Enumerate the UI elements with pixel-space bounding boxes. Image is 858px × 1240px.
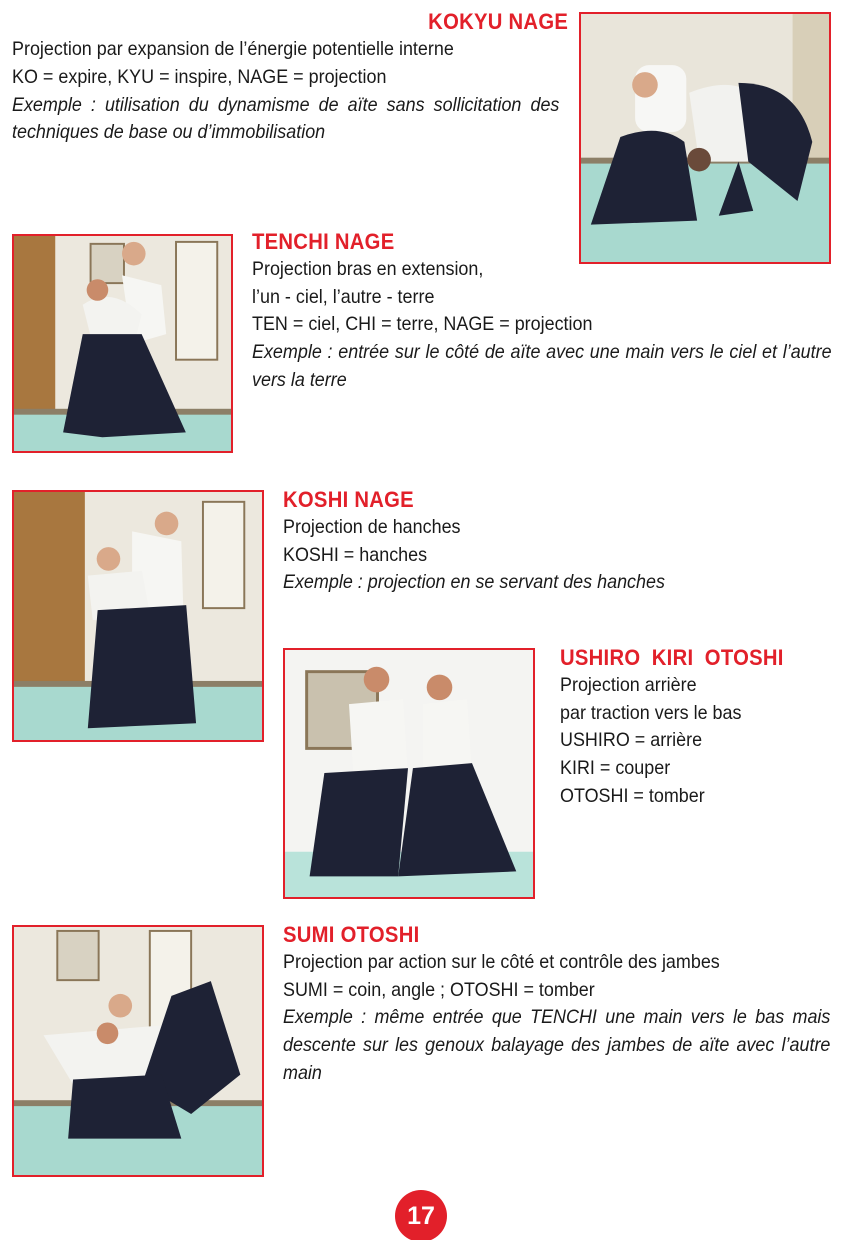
kokyu-nage-text bbox=[12, 36, 559, 147]
photo-tenchi-nage bbox=[12, 234, 233, 453]
kokyu-nage-title: KOKYU NAGE bbox=[428, 9, 568, 34]
kokyu-nage-title-wrap bbox=[428, 8, 568, 36]
photo-kokyu-nage bbox=[579, 12, 831, 264]
photo-ushiro-kiri-otoshi bbox=[283, 648, 535, 899]
ushiro-kiri-otoshi-text bbox=[560, 644, 827, 811]
kokyu-nage-line-1: Projection par expansion de l’énergie potentielle interne bbox=[12, 38, 454, 60]
sumi-otoshi-line-2: SUMI = coin, angle ; OTOSHI = tomber bbox=[283, 978, 595, 1001]
tenchi-nage-line-1: Projection bras en extension, bbox=[252, 257, 484, 280]
tenchi-nage-text bbox=[252, 228, 832, 395]
kokyu-nage-example: Exemple : utilisation du dynamisme de aïte sans sollicitation des techniques de base ou d’immobilisation bbox=[12, 93, 560, 144]
kokyu-nage-line-2: KO = expire, KYU = inspire, NAGE = projection bbox=[12, 65, 387, 88]
koshi-nage-title: KOSHI NAGE bbox=[283, 487, 414, 512]
photo-sumi-otoshi bbox=[12, 925, 264, 1177]
koshi-nage-line-1: Projection de hanches bbox=[283, 515, 461, 538]
sumi-otoshi-text bbox=[283, 921, 831, 1088]
photo-koshi-nage bbox=[12, 490, 264, 742]
koshi-nage-example: Exemple : projection en se servant des hanches bbox=[283, 571, 665, 594]
ushiro-kiri-otoshi-line-3: USHIRO = arrière bbox=[560, 729, 703, 752]
tenchi-nage-example: Exemple : entrée sur le côté de aïte avec une main vers le ciel et l’autre vers la terre bbox=[252, 341, 832, 391]
sumi-otoshi-title: SUMI OTOSHI bbox=[283, 922, 420, 947]
sumi-otoshi-example: Exemple : même entrée que TENCHI une main vers le bas mais descente sur les genoux balayage des jambes de aïte avec l’autre main bbox=[283, 1006, 831, 1084]
ushiro-kiri-otoshi-line-4: KIRI = couper bbox=[560, 757, 671, 780]
tenchi-nage-line-3: TEN = ciel, CHI = terre, NAGE = projection bbox=[252, 313, 593, 336]
ushiro-kiri-otoshi-title: USHIRO KIRI OTOSHI bbox=[560, 645, 784, 670]
sumi-otoshi-line-1: Projection par action sur le côté et contrôle des jambes bbox=[283, 950, 720, 973]
koshi-nage-line-2: KOSHI = hanches bbox=[283, 543, 428, 566]
tenchi-nage-line-2: l’un - ciel, l’autre - terre bbox=[252, 285, 435, 308]
tenchi-nage-title: TENCHI NAGE bbox=[252, 229, 395, 254]
ushiro-kiri-otoshi-line-1: Projection arrière bbox=[560, 673, 697, 696]
ushiro-kiri-otoshi-line-2: par traction vers le bas bbox=[560, 701, 742, 724]
ushiro-kiri-otoshi-line-5: OTOSHI = tomber bbox=[560, 784, 705, 807]
page-number-badge: 17 bbox=[395, 1190, 447, 1240]
koshi-nage-text bbox=[283, 486, 798, 597]
